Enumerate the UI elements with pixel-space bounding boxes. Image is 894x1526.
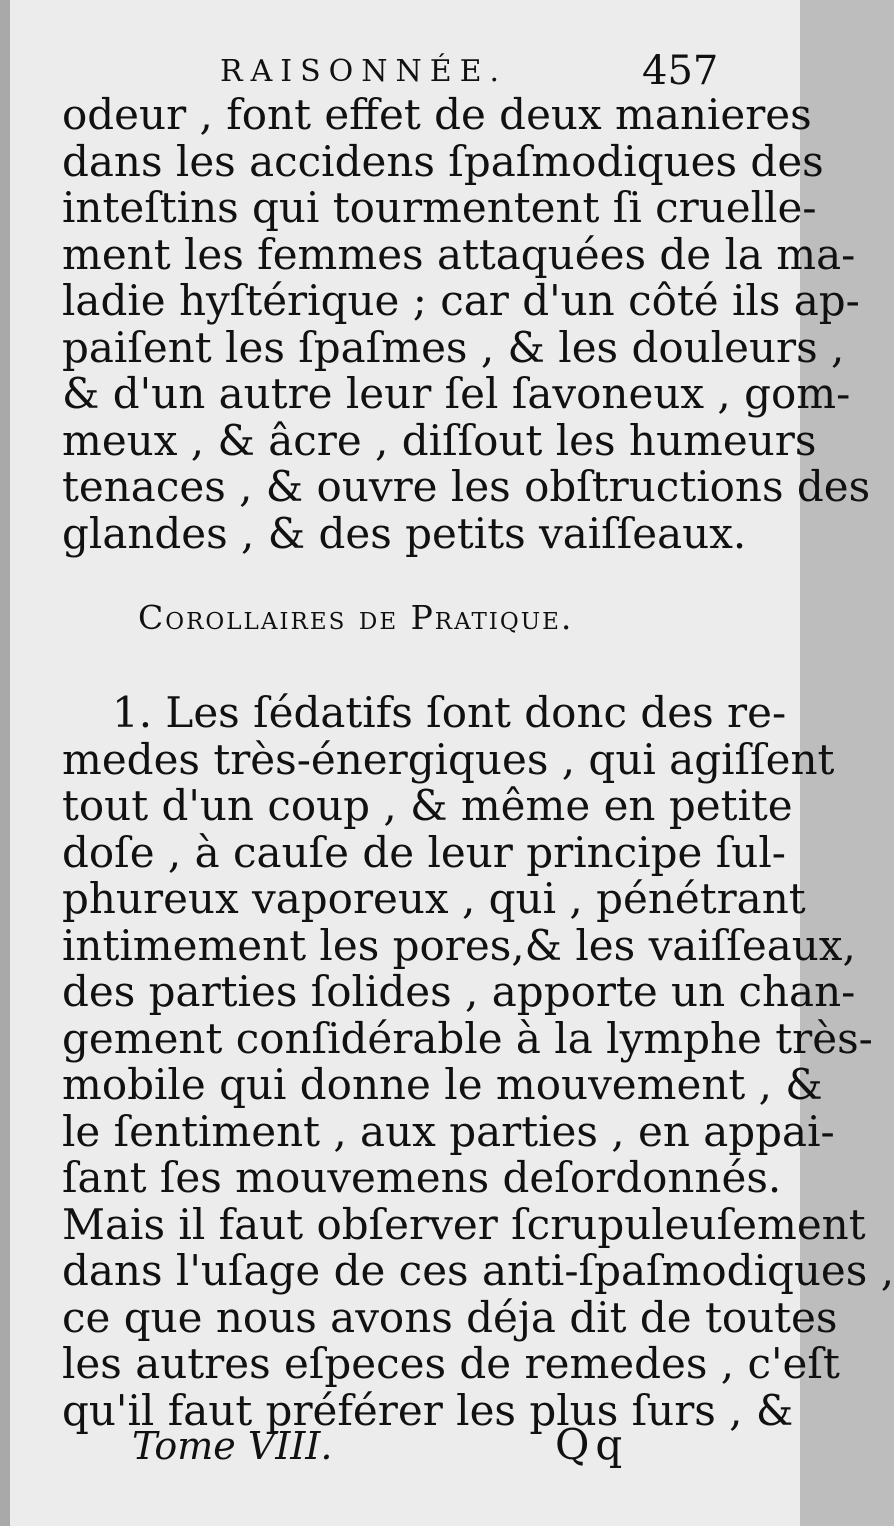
text-line: intimement les pores,& les vaiſſeaux, <box>62 920 856 970</box>
text-line: ladie hyſtérique ; car d'un côté ils ap- <box>62 276 860 325</box>
page-number: 457 <box>642 48 719 94</box>
text-line: odeur , font effet de deux manieres <box>62 90 812 139</box>
book-page <box>10 0 894 1526</box>
text-line: tenaces , & ouvre les obſtructions des <box>62 462 871 511</box>
text-line: le ſentiment , aux parties , en appai- <box>62 1106 835 1156</box>
text-line: paiſent les ſpaſmes , & les douleurs , <box>62 322 845 372</box>
text-line: glandes , & des petits vaiſſeaux. <box>62 508 747 558</box>
text-line: ce que nous avons déja dit de toutes <box>62 1292 838 1342</box>
text-line: phureux vaporeux , qui , pénétrant <box>62 874 806 923</box>
text-line: 1. Les ſédatifs ſont donc des re- <box>112 688 787 737</box>
paragraph-2 <box>62 688 894 1435</box>
text-line: ment les femmes attaquées de la ma- <box>62 229 856 279</box>
text-line: tout d'un coup , & même en petite <box>62 781 793 830</box>
page-footer <box>10 1420 800 1470</box>
text-line: medes très-énergiques , qui agiſſent <box>62 734 835 784</box>
text-line: dans l'uſage de ces anti-ſpaſmodiques , <box>62 1246 894 1295</box>
paragraph-1 <box>62 90 871 558</box>
text-line: & d'un autre leur ſel ſavoneux , gom- <box>62 369 851 418</box>
text-line: les autres eſpeces de remedes , c'eſt <box>62 1339 840 1388</box>
section-heading: Corollaires de Pratique. <box>138 598 574 637</box>
text-line: des parties ſolides , apporte un chan- <box>62 967 856 1016</box>
volume-label: Tome VIII. <box>132 1424 333 1468</box>
text-line: dans les accidens ſpaſmodiques des <box>62 136 824 186</box>
binding-gutter <box>0 0 10 1526</box>
text-line: doſe , à cauſe de leur principe ſul- <box>62 827 786 877</box>
text-line: meux , & âcre , diſſout les humeurs <box>62 415 817 465</box>
text-line: gement conſidérable à la lymphe très- <box>62 1013 873 1063</box>
text-line: mobile qui donne le mouvement , & <box>62 1060 823 1109</box>
text-line: Mais il faut obſerver ſcrupuleuſement <box>62 1199 866 1249</box>
signature-mark: Qq <box>555 1420 629 1469</box>
text-line: ſant ſes mouvemens deſordonnés. <box>62 1153 782 1202</box>
text-line: qu'il faut préférer les plus ſurs , & <box>62 1385 794 1435</box>
text-line: inteſtins qui tourmentent ſi cruelle- <box>62 183 817 232</box>
running-head: RAISONNÉE. <box>220 54 508 89</box>
